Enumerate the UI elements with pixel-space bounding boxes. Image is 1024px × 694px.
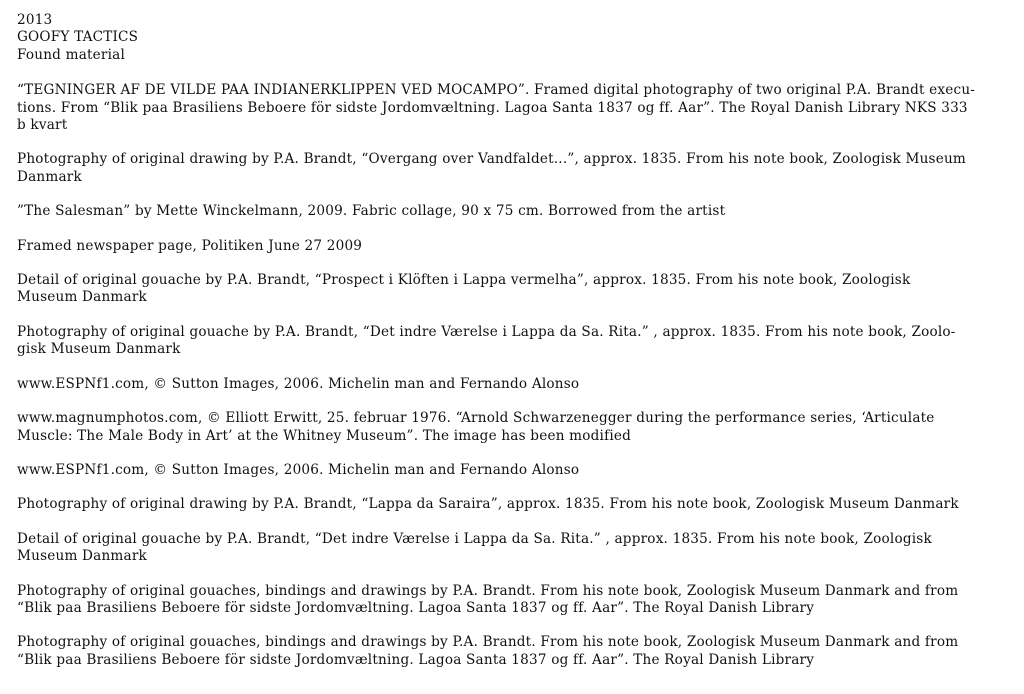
entry-paragraph: Photography of original drawing by P.A. Brandt, “Overgang over Vandfaldet...”, approx. 1835. From his note book, Zoologisk Museum Danmark: [17, 151, 966, 185]
entry-paragraph: Photography of original gouaches, bindings and drawings by P.A. Brandt. From his note book, Zoologisk Museum Danmark and from “Blik paa Brasiliens Beboere för sidste Jordomvæltning. Lagoa Santa 1837 og ff. Aar”. The Royal Danish Library: [17, 634, 959, 668]
entry-paragraph: Detail of original gouache by P.A. Brandt, “Prospect i Klöften i Lappa vermelha”, approx. 1835. From his note book, Zoologisk Museum Danmark: [17, 272, 911, 306]
header: [17, 12, 1007, 64]
title-line: GOOFY TACTICS: [17, 29, 139, 46]
entry-paragraph: ”The Salesman” by Mette Winckelmann, 2009. Fabric collage, 90 x 75 cm. Borrowed from the artist: [17, 203, 726, 220]
subtitle-line: Found material: [17, 46, 126, 63]
entry-paragraph: Framed newspaper page, Politiken June 27 2009: [17, 237, 363, 254]
entry-paragraph: Photography of original gouaches, bindings and drawings by P.A. Brandt. From his note book, Zoologisk Museum Danmark and from “Blik paa Brasiliens Beboere för sidste Jordomvæltning. Lagoa Santa 1837 og ff. Aar”. The Royal Danish Library: [17, 582, 959, 616]
entry-paragraph: www.ESPNf1.com, © Sutton Images, 2006. Michelin man and Fernando Alonso: [17, 375, 580, 392]
entry-paragraph: Detail of original gouache by P.A. Brandt, “Det indre Værelse i Lappa da Sa. Rita.” , approx. 1835. From his note book, Zoologisk Museum Danmark: [17, 530, 932, 565]
entry-list: [17, 82, 1007, 669]
entry-paragraph: www.magnumphotos.com, © Elliott Erwitt, 25. februar 1976. “Arnold Schwarzenegger during the performance series, ‘Articulate Muscle: The Male Body in Art’ at the Whitney Museum”. The image has been modified: [17, 410, 935, 444]
entry-paragraph: Photography of original gouache by P.A. Brandt, “Det indre Værelse i Lappa da Sa. Rita.” , approx. 1835. From his note book, Zoolo- gisk Museum Danmark: [17, 323, 956, 358]
entry-paragraph: Photography of original drawing by P.A. Brandt, “Lappa da Saraira”, approx. 1835. From his note book, Zoologisk Museum Danmark: [17, 496, 959, 513]
document: [17, 12, 1007, 683]
entry-paragraph: www.ESPNf1.com, © Sutton Images, 2006. Michelin man and Fernando Alonso: [17, 461, 580, 478]
entry-paragraph: “TEGNINGER AF DE VILDE PAA INDIANERKLIPPEN VED MOCAMPO”. Framed digital photography of two original P.A. Brandt execu- tions. From “Blik paa Brasiliens Beboere för sidste Jordomvæltning. Lagoa Santa 1837 og ff. Aar”. The Royal Danish Library NKS 333 b kvart: [17, 82, 976, 134]
year-line: 2013: [17, 12, 53, 28]
